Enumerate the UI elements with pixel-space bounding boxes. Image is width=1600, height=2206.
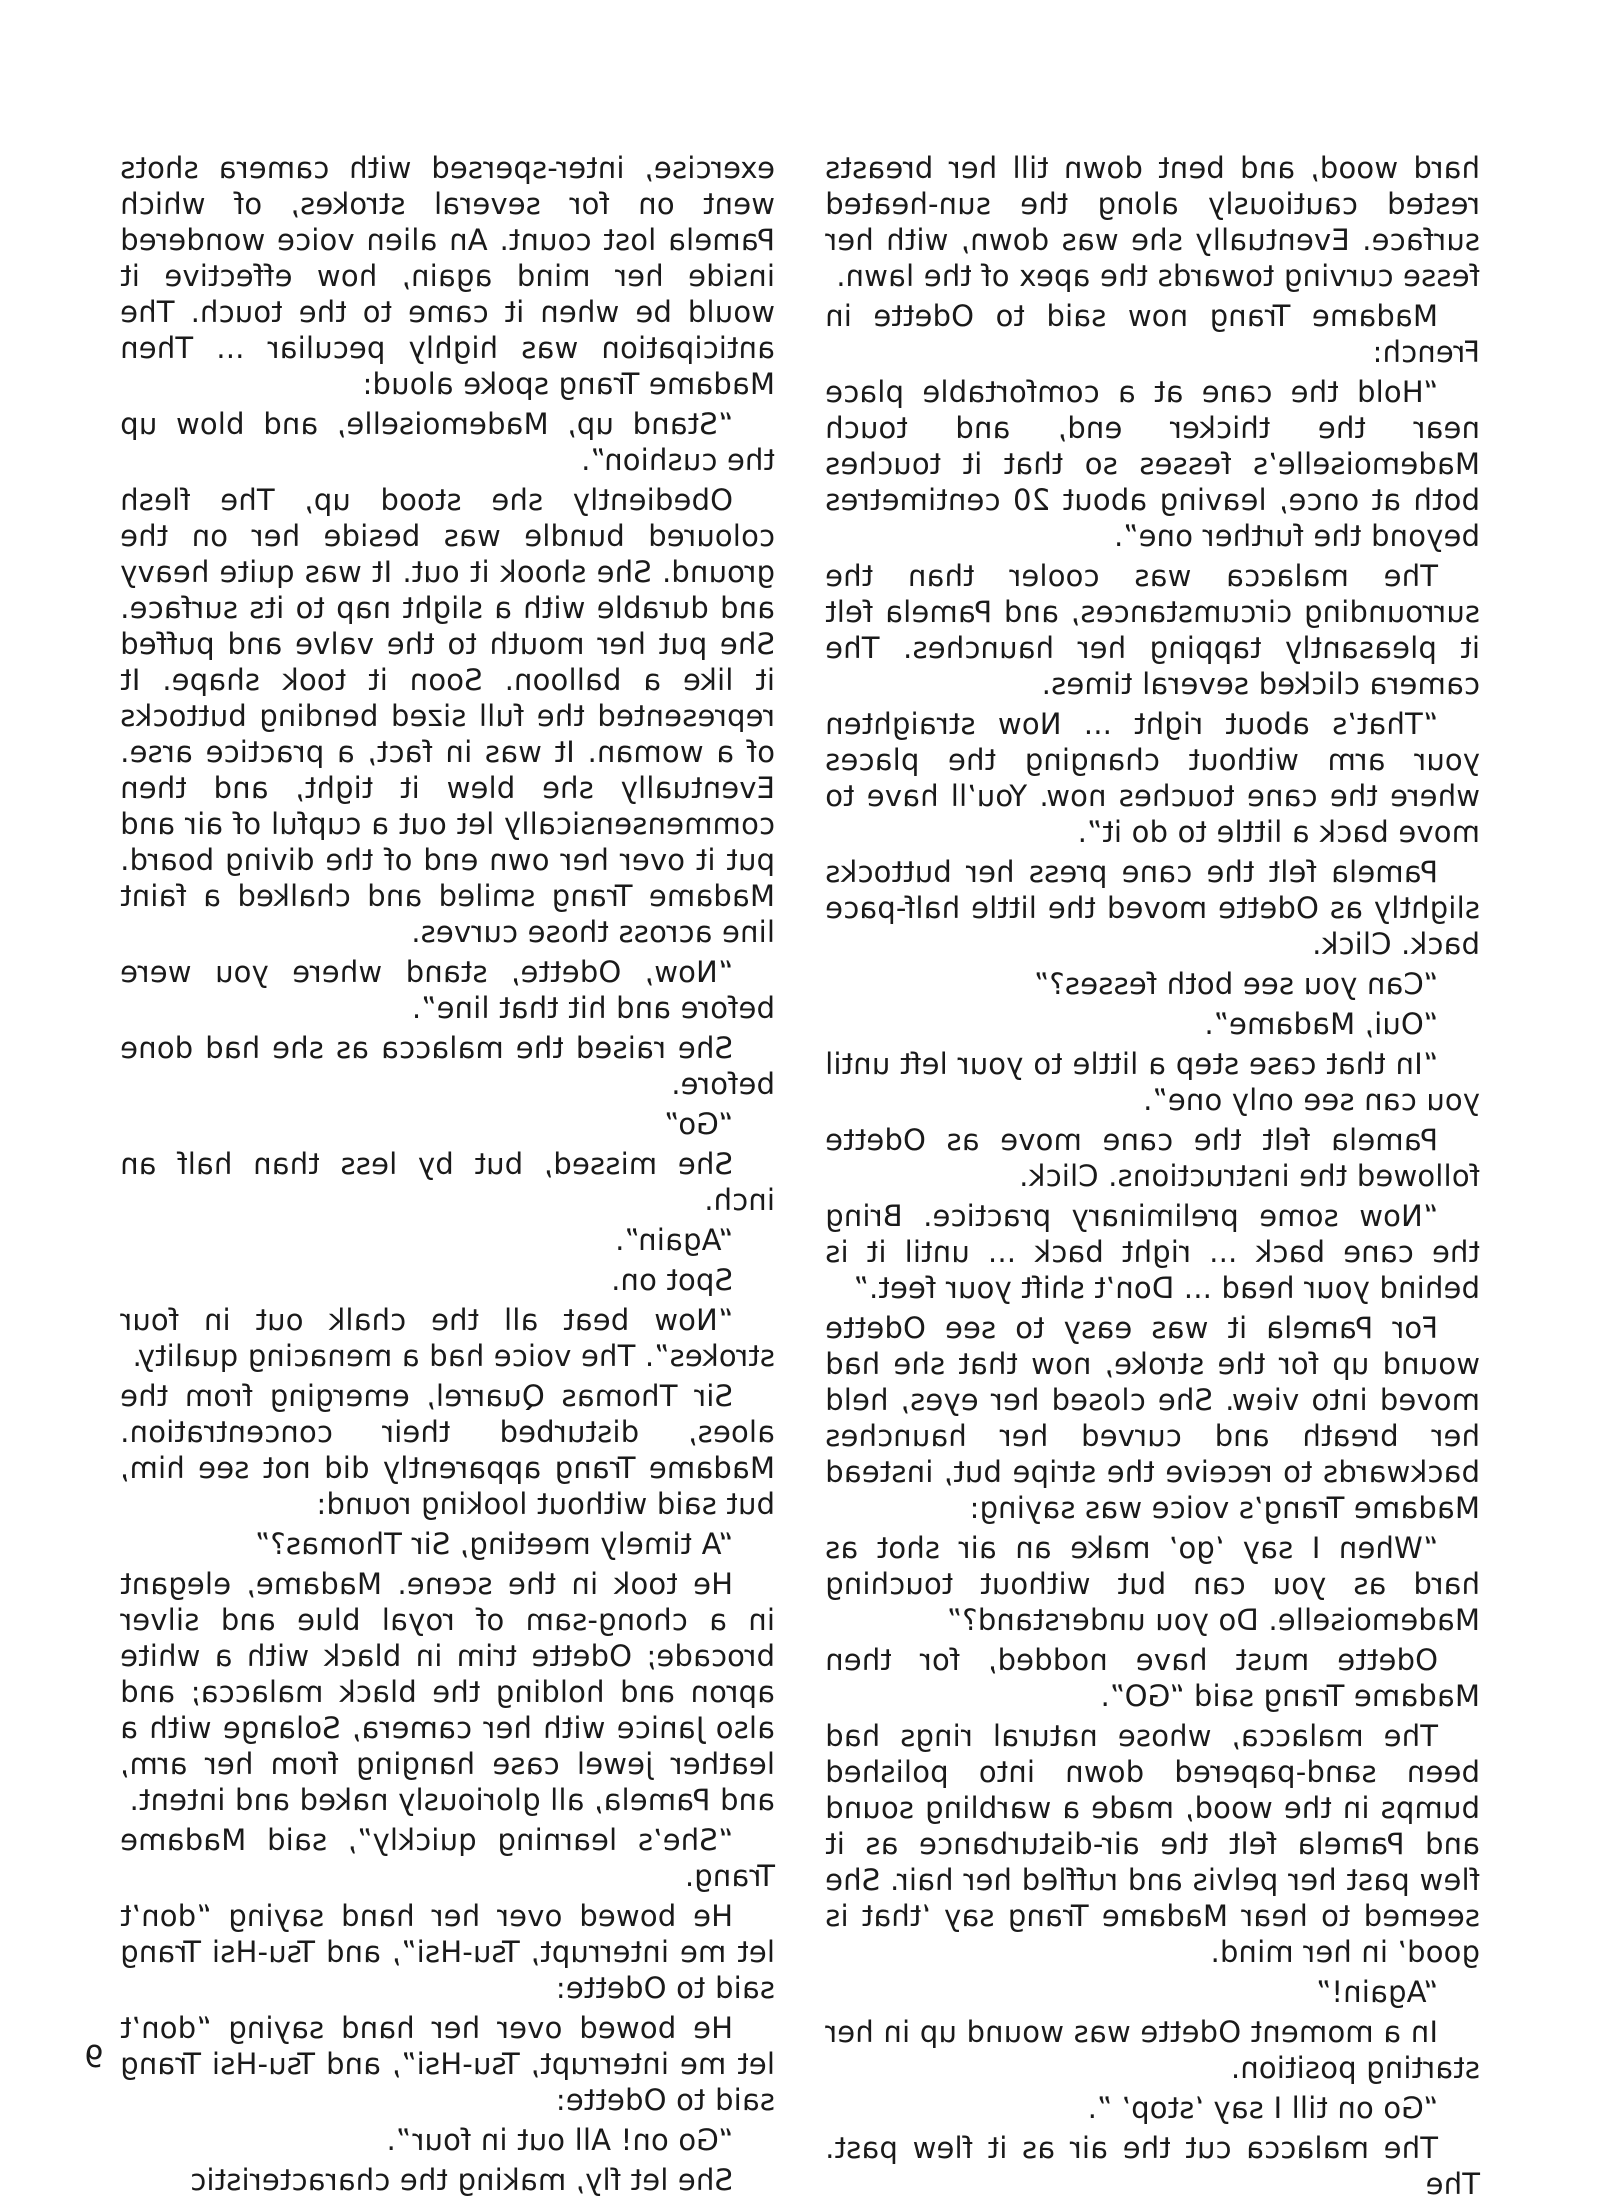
paragraph: “Stand up, Mademoiselle, and blow up the cushion”. [120,407,775,477]
paragraph: exercise, inter-spersed with camera shots went on for several strokes, of which Pamela lost count. An alien voice wondered inside her mind again, how effective it would be when it came to the touch. The anticipation was highly peculiar ... Then Madame Trang spoke aloud: [120,151,775,401]
paragraph: She raised the malacca as she had done before. [120,1031,775,1101]
paragraph: The malacca, whose natural rings had been sand-papered down into polished bumps in the wood, made a warbling sound and Pamela felt the air-disturbance as it flew past her pelvis and ruffled her hair. She seemed to hear Madame Trang say ‘that is good’ in her mind. [825,1719,1480,1969]
paragraph: “She’s learning quickly”, said Madame Trang. [120,1823,775,1893]
paragraph: “Oui, Madame”. [1204,1007,1438,1041]
paragraph: “Can you see both fesses?” [1033,967,1438,1001]
text-column-first [825,150,1480,2206]
text-column-second [120,150,775,2202]
paragraph: He bowed over her hand saying “don’t let me interrupt, Tsu-Hsi”, and Tsu-Hsi Trang said to Odette: [120,2011,775,2117]
paragraph: Odette must have nodded, for then Madame Trang said “GO”. [825,1643,1480,1713]
paragraph: “A timely meeting, Sir Thomas?” [254,1527,733,1561]
paragraph: For Pamela it was easy to see Odette wound up for the stroke, now that she had moved into view. She closed her eyes, held her breath and curved her haunches backwards to receive the stripe but, instead Madame Trang’s voice was saying: [825,1311,1480,1525]
paragraph: The malacca cut the air as it flew past. The [825,2131,1480,2201]
paragraph: hard wood, and bent down till her breasts rested cautiously along the sun-heated surface. Eventually she was down, with her fesse curving towards the apex of the lawn. [825,151,1480,293]
paragraph: “Go on! All out in four”. [386,2123,733,2157]
paragraph: “Now beat all the chalk out in four strokes”. The voice had a menacing quality. [120,1303,775,1373]
paragraph: “Now, Odette, stand where you were before and hit that line”. [120,955,775,1025]
paragraph: The malacca was cooler than the surrounding circumstances, and Pamela felt it pleasantly tapping her haunches. The camera clicked several times. [825,559,1480,701]
paragraph: She let fly, making the characteristic [190,2163,733,2197]
page-number: 9 [84,2040,104,2075]
paragraph: He took in the scene. Madame, elegant in a chong-sam of royal blue and silver brocade; Odette trim in black with a white apron and holding the black malacca; and also Janice with her camera, Solange with a leather jewel case hanging from her arm, and Pamela, all gloriously naked and intent. [120,1567,775,1817]
paragraph: “Go on till I say ‘stop’ ”. [1087,2091,1438,2125]
paragraph: “Go” [664,1107,733,1141]
paragraph: In a moment Odette was wound up in her starting position. [825,2015,1480,2085]
paragraph: “Hold the cane at a comfortable place near the thicker end, and touch Mademoiselle’s fesses so that it touches both at once, leaving about 20 centimetres beyond the further one”. [825,375,1480,553]
paragraph: Pamela felt the cane press her buttocks slightly as Odette moved the little half-pace back. Click. [825,855,1480,961]
paragraph: “Again!” [1316,1975,1438,2009]
paragraph: “In that case step a little to your left until you can see only one”. [825,1047,1480,1117]
paragraph: Spot on. [610,1263,733,1297]
paragraph: “When I say ‘go’ make an air shot as hard as you can but without touching Mademoiselle. Do you understand?” [825,1531,1480,1637]
paragraph: “Now some preliminary practice. Bring the cane back ... right back ... until it is behind your head ... Don’t shift your feet.” [825,1199,1480,1305]
paragraph: Pamela felt the cane move as Odette followed the instructions. Click. [825,1123,1480,1193]
paragraph: “That’s about right ... Now straighten your arm without changing the places where the cane touches now. You’ll have to move back a little to do it”. [825,707,1480,849]
paragraph: Sir Thomas Quarrel, emerging from the aloes, disturbed their concentration. Madame Trang apparently did not see him, but said without looking round: [120,1379,775,1521]
paragraph: Madame Trang now said to Odette in French: [825,299,1480,369]
paragraph: She missed, but by less than half an inch. [120,1147,775,1217]
paragraph: Obediently she stood up, The flesh coloured bundle was beside her on the ground. She shook it out. It was quite heavy and durable with a slight nap to its surface. She put her mouth to the valve and puffed it like a balloon. Soon it took shape. It represented the full sized bending buttocks of a woman. It was in fact, a practice arse. Eventually she blew it tight, and then commensensically let out a cupful of air and put it over her own end of the diving board. Madame Trang smiled and chalked a faint line across those curves. [120,483,775,949]
paragraph: “Again”. [615,1223,733,1257]
paragraph: He bowed over her hand saying “don’t let me interrupt, Tsu-Hsi”, and Tsu-Hsi Trang said to Odette: [120,1899,775,2005]
